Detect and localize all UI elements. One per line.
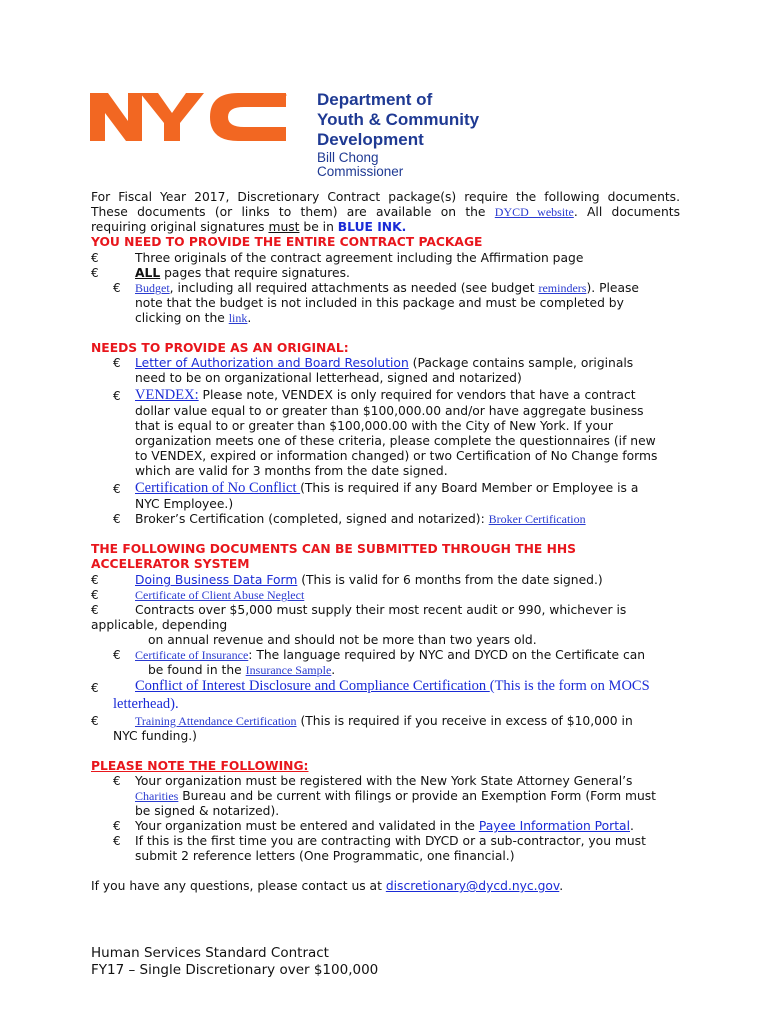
- letter-of-authorization-link[interactable]: Letter of Authorization and Board Resolution: [135, 356, 409, 370]
- payee-end: .: [630, 819, 634, 833]
- coc-line-2: NYC Employee.): [135, 497, 234, 511]
- item-all-pages: [135, 266, 350, 281]
- intro-text-3: requiring original signatures: [91, 220, 269, 234]
- bullet-icon: €: [113, 281, 121, 295]
- item-vendex: [135, 388, 636, 403]
- audit-line-3: on annual revenue and should not be more than two years old.: [148, 633, 537, 647]
- bullet-icon: €: [113, 819, 121, 833]
- bullet-icon: €: [91, 251, 99, 265]
- bullet-icon: €: [91, 714, 99, 728]
- vendex-text-5: to VENDEX, expired or information changed) or two Certification of No Change forms: [135, 449, 658, 463]
- section-heading-original: NEEDS TO PROVIDE AS AN ORIGINAL:: [91, 341, 349, 355]
- item-insurance: [135, 648, 645, 663]
- intro-text-2b: . All documents: [573, 205, 680, 219]
- contact-email-link[interactable]: discretionary@dycd.nyc.gov: [385, 879, 560, 893]
- audit-line-2: applicable, depending: [91, 618, 228, 632]
- budget-text-2: ). Please: [586, 281, 639, 295]
- item-broker-certification: [135, 512, 586, 527]
- bullet-icon: €: [91, 573, 99, 587]
- loa-text: (Package contains sample, originals: [408, 356, 634, 370]
- contact-end: .: [559, 879, 564, 893]
- registration-line-1: Your organization must be registered with the New York State Attorney General’s: [135, 774, 633, 788]
- budget-line-2: note that the budget is not included in this package and must be completed by: [135, 296, 624, 310]
- vendex-text-4: organization meets one of these criteria, please complete the questionnaires (if new: [135, 434, 656, 448]
- doing-business-data-form-link[interactable]: Doing Business Data Form: [135, 573, 298, 587]
- coi-text: (This is the form on MOCS: [489, 678, 650, 694]
- intro-line-2: [91, 205, 680, 220]
- payee-text: Your organization must be entered and validated in the: [135, 819, 479, 833]
- bullet-icon: €: [113, 648, 121, 662]
- loa-line-2: need to be on organizational letterhead, signed and notarized): [135, 371, 522, 385]
- vendex-text-1: Please note, VENDEX is only required for vendors that have a contract: [198, 388, 636, 402]
- commissioner-name: Bill Chong: [317, 150, 379, 165]
- item-conflict-of-interest: [135, 679, 650, 694]
- bullet-icon: €: [113, 389, 121, 403]
- item-payee-portal: [135, 819, 634, 834]
- vendex-text-2: dollar value equal to or greater than $100,000.00 and/or have aggregate business: [135, 404, 644, 418]
- footer-line-1: Human Services Standard Contract: [91, 945, 329, 961]
- bullet-icon: €: [113, 834, 121, 848]
- dept-line-3: Development: [317, 130, 424, 149]
- footer-line-2: FY17 – Single Discretionary over $100,000: [91, 962, 379, 978]
- budget-link-2[interactable]: link: [228, 311, 248, 325]
- item-training-attendance: [135, 714, 633, 729]
- vendex-text-3: that is equal to or greater than $100,000.00 with the City of New York. If your: [135, 419, 613, 433]
- item-doing-business: [135, 573, 603, 588]
- budget-line-3: [135, 311, 251, 326]
- nyc-logo: [90, 93, 290, 141]
- bullet-icon: €: [113, 512, 121, 526]
- contact-line: [91, 879, 563, 894]
- intro-text-2: These documents (or links to them) are available on the: [91, 205, 486, 219]
- item-certification-no-conflict: [135, 481, 638, 496]
- department-name: [317, 90, 479, 150]
- vendex-link[interactable]: VENDEX:: [135, 387, 199, 403]
- section-heading-entire-package: YOU NEED TO PROVIDE THE ENTIRE CONTRACT PACKAGE: [91, 235, 483, 249]
- vendex-text-6: which are valid for 3 months from the date signed.: [135, 464, 448, 478]
- certificate-of-insurance-link[interactable]: Certificate of Insurance: [135, 648, 249, 662]
- dbd-text: (This is valid for 6 months from the date signed.): [297, 573, 603, 587]
- dept-line-1: Department of: [317, 90, 433, 109]
- item-contract-originals: Three originals of the contract agreement including the Affirmation page: [135, 251, 584, 265]
- intro-text-3b: be in: [299, 220, 338, 234]
- section-heading-hhs-2: ACCELERATOR SYSTEM: [91, 557, 250, 571]
- first-time-line-2: submit 2 reference letters (One Programmatic, one financial.): [135, 849, 515, 863]
- intro-line-3: [91, 220, 406, 235]
- client-abuse-neglect-link[interactable]: Certificate of Client Abuse Neglect: [135, 588, 305, 602]
- item-letter-of-authorization: [135, 356, 633, 371]
- section-heading-please-note: PLEASE NOTE THE FOLLOWING:: [91, 759, 309, 773]
- insurance-line-2-end: .: [331, 663, 336, 677]
- first-time-line-1: If this is the first time you are contracting with DYCD or a sub-contractor, you must: [135, 834, 646, 848]
- audit-line-1: Contracts over $5,000 must supply their most recent audit or 990, whichever is: [135, 603, 627, 617]
- reminders-link[interactable]: reminders: [538, 281, 587, 295]
- must-emphasis: must: [268, 220, 300, 234]
- blue-ink-emphasis: BLUE INK.: [337, 220, 407, 234]
- contact-text: If you have any questions, please contact us at: [91, 879, 386, 893]
- tac-text: (This is required if you receive in excess of $10,000 in: [296, 714, 633, 728]
- bullet-icon: €: [91, 681, 99, 695]
- conflict-of-interest-link[interactable]: Conflict of Interest Disclosure and Compliance Certification: [135, 678, 490, 694]
- budget-text: , including all required attachments as needed (see budget: [169, 281, 539, 295]
- insurance-line-2-text: be found in the: [148, 663, 246, 677]
- item-client-abuse: [135, 588, 304, 603]
- insurance-sample-link[interactable]: Insurance Sample: [245, 663, 332, 677]
- bullet-icon: €: [113, 356, 121, 370]
- commissioner: [317, 151, 403, 178]
- item-all-pages-text: pages that require signatures.: [160, 266, 350, 280]
- bullet-icon: €: [91, 603, 99, 617]
- broker-text: Broker’s Certification (completed, signed and notarized):: [135, 512, 489, 526]
- svg-text:™: ™: [283, 94, 288, 100]
- bullet-icon: €: [113, 482, 121, 496]
- registration-line-3: be signed & notarized).: [135, 804, 280, 818]
- training-attendance-link[interactable]: Training Attendance Certification: [135, 714, 297, 728]
- insurance-line-2: [148, 663, 335, 678]
- budget-line-3-text: clicking on the: [135, 311, 229, 325]
- dycd-website-link[interactable]: DYCD website: [494, 205, 574, 219]
- budget-line-3-end: .: [247, 311, 252, 325]
- nyc-logo-graphic: [90, 93, 290, 141]
- bullet-icon: €: [91, 266, 99, 280]
- coi-line-2: letterhead).: [113, 696, 179, 712]
- all-emphasis: ALL: [135, 266, 161, 280]
- bullet-icon: €: [91, 588, 99, 602]
- tac-line-2: NYC funding.): [113, 729, 197, 743]
- charities-link[interactable]: Charities: [135, 789, 179, 803]
- certification-no-conflict-link[interactable]: Certification of No Conflict: [135, 480, 301, 496]
- section-heading-hhs-1: THE FOLLOWING DOCUMENTS CAN BE SUBMITTED THROUGH THE HHS: [91, 542, 577, 556]
- coi-line-2-wrap: [113, 697, 179, 712]
- intro-line-1: [91, 190, 680, 204]
- bullet-icon: €: [113, 774, 121, 788]
- commissioner-title: Commissioner: [317, 163, 404, 179]
- payee-information-portal-link[interactable]: Payee Information Portal: [478, 819, 631, 833]
- budget-link[interactable]: Budget: [135, 281, 170, 295]
- registration-line-2: [135, 789, 656, 804]
- broker-certification-link[interactable]: Broker Certification: [488, 512, 586, 526]
- item-budget: [135, 281, 639, 296]
- registration-text-2: Bureau and be current with filings or provide an Exemption Form (Form must: [178, 789, 657, 803]
- dept-line-2: Youth & Community: [317, 110, 480, 129]
- intro-text-1: For Fiscal Year 2017, Discretionary Contract package(s) require the following documents.: [91, 190, 680, 204]
- coc-text: (This is required if any Board Member or Employee is a: [300, 481, 639, 495]
- insurance-text: : The language required by NYC and DYCD on the Certificate can: [248, 648, 646, 662]
